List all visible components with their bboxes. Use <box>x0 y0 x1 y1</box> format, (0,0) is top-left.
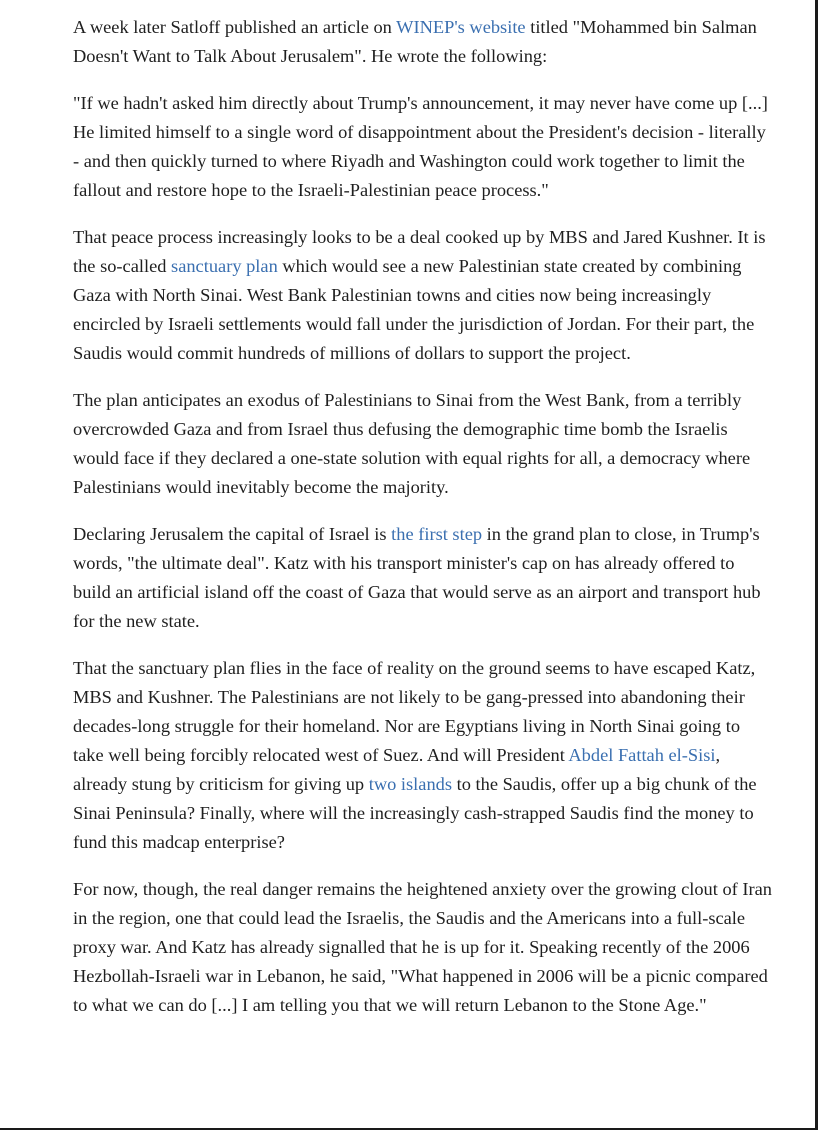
article-body <box>73 13 773 1038</box>
paragraph-1 <box>73 13 773 71</box>
two-islands-link[interactable]: two islands <box>368 774 453 794</box>
paragraph-4 <box>73 386 773 502</box>
first-step-link[interactable]: the first step <box>391 524 483 544</box>
paragraph-7 <box>73 875 773 1020</box>
sanctuary-plan-link[interactable]: sanctuary plan <box>171 256 278 276</box>
text-run: For now, though, the real danger remains the heightened anxiety over the growing clout of Iran in the region, one that could lead the Israelis, the Saudis and the Americans into a full-scale proxy war. And Katz has already signalled that he is up for it. Speaking recently of the 2006 Hezbollah-Israeli war in Lebanon, he said, "What happened in 2006 will be a picnic compared to what we can do [...] I am telling you that we will return Lebanon to the Stone Age." <box>73 879 772 1015</box>
text-run: "If we hadn't asked him directly about Trump's announcement, it may never have come up [...] He limited himself to a single word of disappointment about the President's decision - literally - and then quickly turned to where Riyadh and Washington could work together to limit the fallout and restore hope to the Israeli-Palestinian peace process." <box>73 93 768 200</box>
text-run: The plan anticipates an exodus of Palestinians to Sinai from the West Bank, from a terribly overcrowded Gaza and from Israel thus defusing the demographic time bomb the Israelis would face if they declared a one-state solution with equal rights for all, a democracy where Palestinians would inevitably become the majority. <box>73 390 751 497</box>
text-run: Declaring Jerusalem the capital of Israel is <box>73 524 392 544</box>
paragraph-2-quote <box>73 89 773 205</box>
paragraph-3 <box>73 223 773 368</box>
paragraph-6 <box>73 654 773 857</box>
text-run: in the grand plan to close, in Trump's words, "the ultimate deal". Katz with his transport minister's cap on has already offered to build an artificial island off the coast of Gaza that would serve as an airport and transport hub for the new state. <box>73 524 761 631</box>
winep-website-link[interactable]: WINEP's website <box>396 17 526 37</box>
text-run: A week later Satloff published an article on <box>73 17 397 37</box>
text-run: titled "Mohammed bin Salman Doesn't Want to Talk About Jerusalem". He wrote the following: <box>73 17 757 66</box>
text-run: which would see a new Palestinian state created by combining Gaza with North Sinai. West Bank Palestinian towns and cities now being increasingly encircled by Israeli settlements would fall under the jurisdiction of Jordan. For their part, the Saudis would commit hundreds of millions of dollars to support the project. <box>73 256 755 363</box>
el-sisi-link[interactable]: Abdel Fattah el-Sisi <box>568 745 716 765</box>
text-run: That peace process increasingly looks to be a deal cooked up by MBS and Jared Kushner. It is the so-called <box>73 227 766 276</box>
text-run: to the Saudis, offer up a big chunk of the Sinai Peninsula? Finally, where will the increasingly cash-strapped Saudis find the money to fund this madcap enterprise? <box>73 774 757 852</box>
text-run: That the sanctuary plan flies in the face of reality on the ground seems to have escaped Katz, MBS and Kushner. The Palestinians are not likely to be gang-pressed into abandoning their decades-long struggle for their homeland. Nor are Egyptians living in North Sinai going to take well being forcibly relocated west of Suez. And will President <box>73 658 756 765</box>
text-run: , already stung by criticism for giving up <box>73 745 721 794</box>
paragraph-5 <box>73 520 773 636</box>
